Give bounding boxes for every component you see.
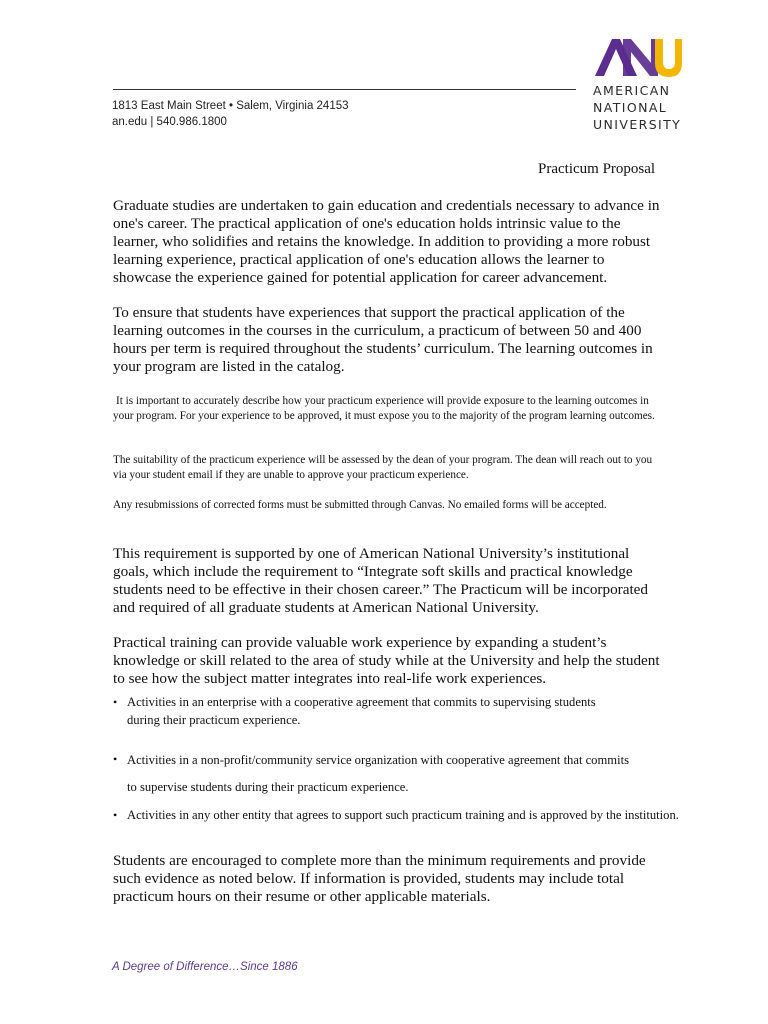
bullet-icon: • bbox=[113, 695, 118, 709]
header-rule bbox=[113, 89, 576, 90]
note-description: It is important to accurately describe how your practicum experience will provide exposure to the learning outcomes in your program. For your experience to be approved, it must expose you to the majority of the program learning outcomes. bbox=[113, 395, 655, 422]
list-item-text: Activities in a non-profit/community service organization with cooperative agreement that commits to supervise students during their practicum experience. bbox=[127, 753, 629, 794]
logo-line-3: UNIVERSITY bbox=[593, 117, 682, 132]
university-logo bbox=[593, 36, 683, 133]
purpose-paragraph: To ensure that students have experiences that support the practical application of the learning outcomes in the courses in the curriculum, a practicum of between 50 and 400 hours per term is required throughout the students’ curriculum. The learning outcomes in your program are listed in the catalog. bbox=[113, 304, 653, 375]
list-item bbox=[113, 806, 753, 824]
letterhead-address bbox=[112, 98, 349, 130]
list-item bbox=[113, 747, 633, 801]
logo-line-1: AMERICAN bbox=[593, 83, 671, 98]
contact-line: an.edu | 540.986.1800 bbox=[112, 116, 227, 128]
logo-line-2: NATIONAL bbox=[593, 100, 668, 115]
footer-tagline: A Degree of Difference…Since 1886 bbox=[112, 961, 298, 973]
requirement-paragraph: This requirement is supported by one of American National University’s institutional goals, which include the requirement to “Integrate soft skills and practical knowledge students need to be effective in their chosen career.” The Practicum will be incorporated and required of all graduate students at American National University. bbox=[113, 545, 649, 616]
document-title: Practicum Proposal bbox=[538, 161, 656, 177]
note-suitability: The suitability of the practicum experience will be assessed by the dean of your program. The dean will reach out to you via your student email if they are unable to approve your practicum experience. bbox=[113, 454, 653, 481]
bullet-icon: • bbox=[113, 752, 118, 766]
training-paragraph: Practical training can provide valuable work experience by expanding a student’s knowledge or skill related to the area of study while at the University and help the student to see how the subject matter integrates into real-life work experiences. bbox=[113, 634, 660, 687]
note-resubmission: Any resubmissions of corrected forms must be submitted through Canvas. No emailed forms will be accepted. bbox=[113, 499, 607, 511]
list-item bbox=[113, 693, 608, 729]
address-line: 1813 East Main Street • Salem, Virginia 24153 bbox=[112, 100, 349, 112]
list-item-text: Activities in any other entity that agrees to support such practicum training and is approved by the institution. bbox=[127, 808, 679, 822]
bullet-icon: • bbox=[113, 808, 118, 822]
list-item-text: Activities in an enterprise with a cooperative agreement that commits to supervising students during their practicum experience. bbox=[127, 695, 596, 727]
intro-paragraph: Graduate studies are undertaken to gain education and credentials necessary to advance in one's career. The practical application of one's education holds intrinsic value to the learner, who solidifies and retains the knowledge. In addition to providing a more robust learning experience, practical application of one's education allows the learner to showcase the experience gained for potential application for career advancement. bbox=[113, 197, 660, 286]
closing-paragraph: Students are encouraged to complete more than the minimum requirements and provide such evidence as noted below. If information is provided, students may include total practicum hours on their resume or other applicable materials. bbox=[113, 852, 646, 905]
logo-wordmark bbox=[593, 82, 683, 133]
anu-monogram-icon bbox=[593, 36, 683, 78]
